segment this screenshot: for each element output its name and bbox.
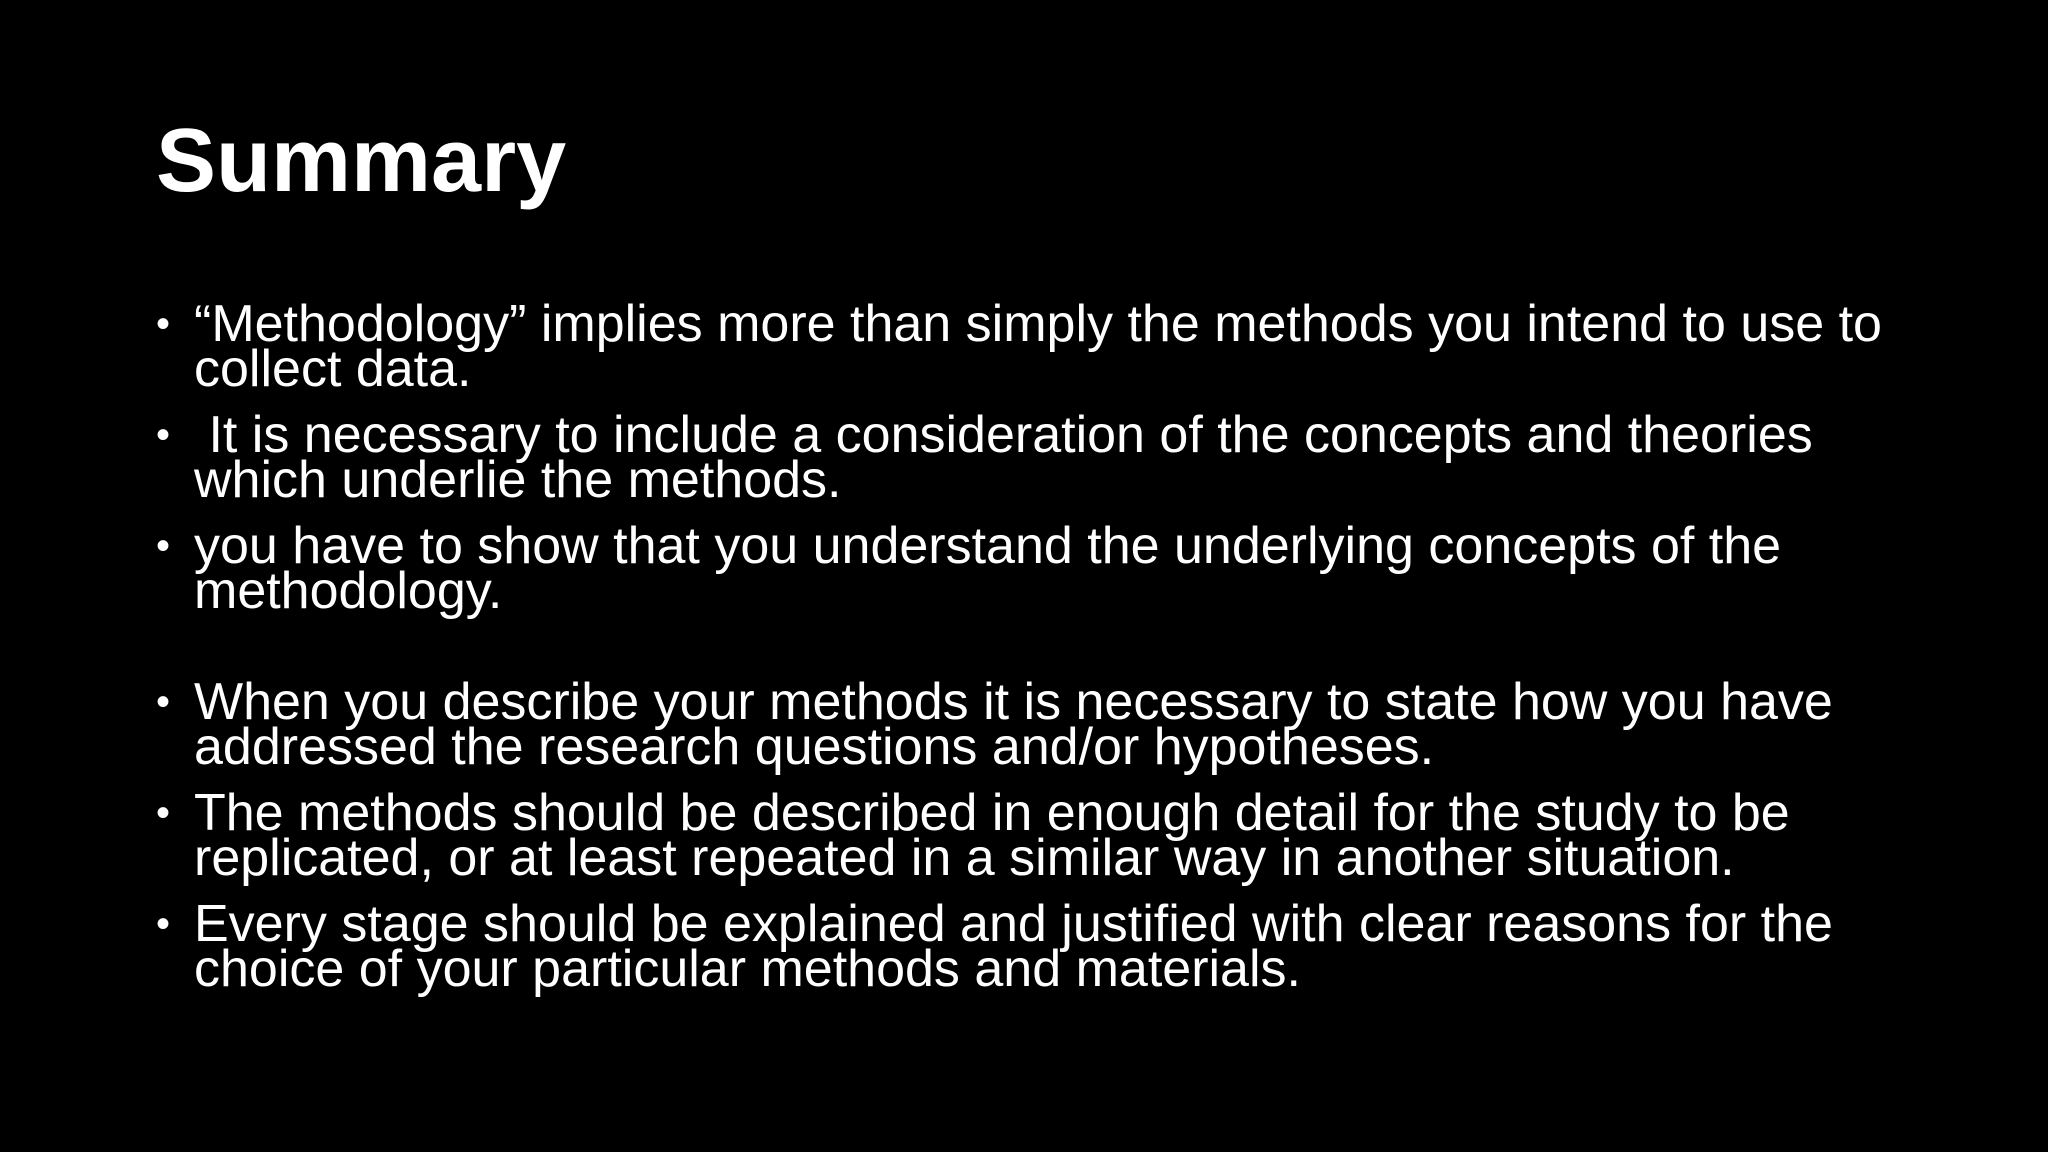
bullet-marker: • bbox=[156, 302, 171, 346]
bullet-text: Every stage should be explained and justified with clear reasons for the choice of your particular methods and materials. bbox=[194, 895, 1833, 998]
slide-title: Summary bbox=[156, 111, 567, 211]
bullet-text: you have to show that you understand the underlying concepts of the methodology. bbox=[194, 517, 1782, 620]
bullet-text: When you describe your methods it is necessary to state how you have addressed the research questions and/or hypotheses. bbox=[194, 673, 1833, 776]
bullet-marker: • bbox=[156, 902, 171, 946]
bullet-text: It is necessary to include a consideration of the concepts and theories which underlie the methods. bbox=[194, 406, 1828, 509]
bullet-item bbox=[156, 784, 1896, 887]
bullet-text: “Methodology” implies more than simply the methods you intend to use to collect data. bbox=[194, 295, 1882, 398]
bullet-marker: • bbox=[156, 791, 171, 835]
bullet-item bbox=[156, 295, 1896, 398]
bullet-list bbox=[156, 295, 1896, 1013]
bullet-marker: • bbox=[156, 680, 171, 724]
bullet-item bbox=[156, 517, 1896, 620]
bullet-item bbox=[156, 895, 1896, 998]
bullet-text: The methods should be described in enough detail for the study to be replicated, or at least repeated in a similar way in another situation. bbox=[194, 784, 1790, 887]
bullet-marker: • bbox=[156, 524, 171, 568]
bullet-marker: • bbox=[156, 413, 171, 457]
bullet-item bbox=[156, 406, 1896, 509]
bullet-item bbox=[156, 673, 1896, 776]
